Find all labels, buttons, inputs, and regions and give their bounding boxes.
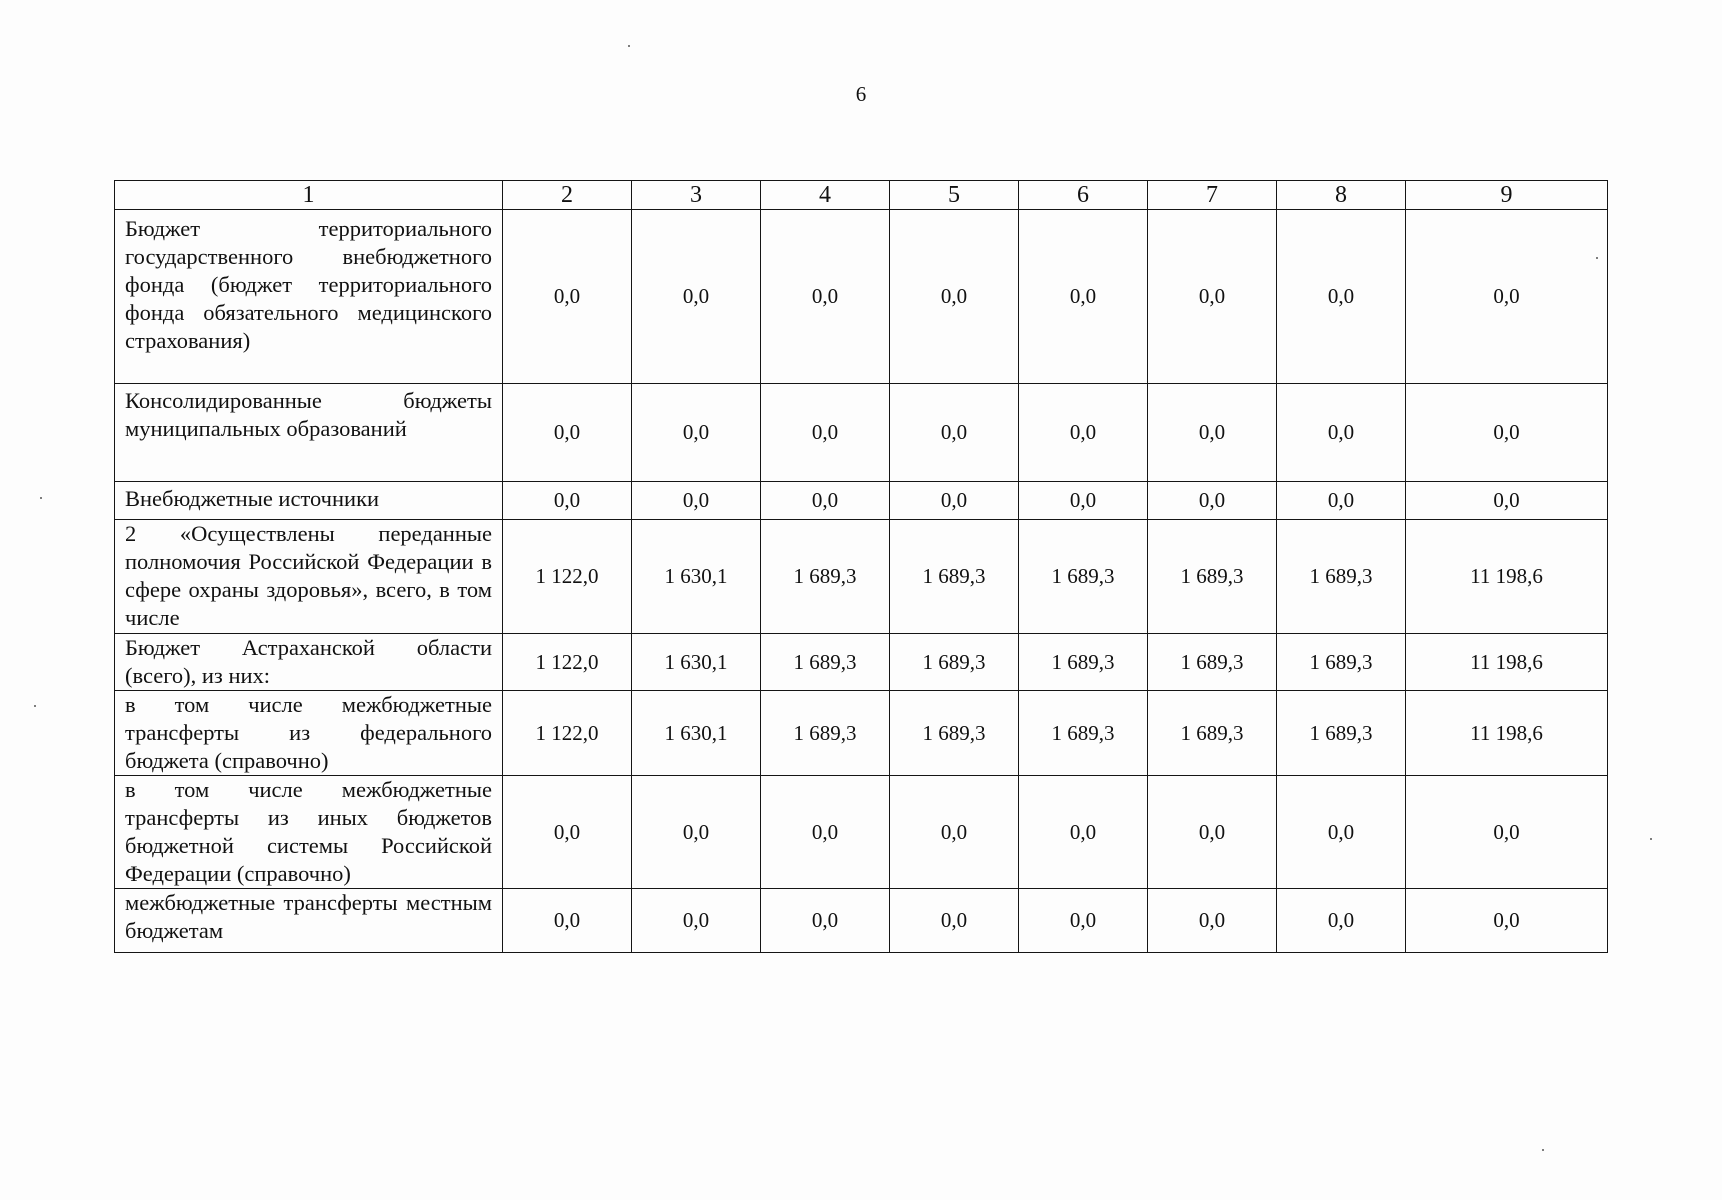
page-number: 6 bbox=[855, 82, 867, 106]
row-value: 1 689,3 bbox=[761, 691, 890, 776]
row-value: 0,0 bbox=[1406, 384, 1608, 482]
row-value: 0,0 bbox=[503, 776, 632, 889]
row-value: 1 689,3 bbox=[761, 520, 890, 634]
column-header: 5 bbox=[890, 181, 1019, 210]
row-value: 0,0 bbox=[503, 384, 632, 482]
row-label: Бюджет территориального государственного внебюджетного фонда (бюджет территориального фонда обязательного медицинского страхования) bbox=[115, 210, 503, 384]
row-value: 1 689,3 bbox=[1019, 634, 1148, 691]
table-row bbox=[115, 384, 1608, 482]
row-value: 1 689,3 bbox=[1277, 691, 1406, 776]
column-header: 2 bbox=[503, 181, 632, 210]
row-value: 1 689,3 bbox=[1148, 691, 1277, 776]
row-value: 0,0 bbox=[761, 482, 890, 520]
row-value: 0,0 bbox=[761, 384, 890, 482]
row-value: 0,0 bbox=[1148, 776, 1277, 889]
row-value: 0,0 bbox=[632, 776, 761, 889]
row-label: Бюджет Астраханской области (всего), из них: bbox=[115, 634, 503, 691]
table-row bbox=[115, 634, 1608, 691]
row-value: 1 689,3 bbox=[890, 520, 1019, 634]
row-value: 1 689,3 bbox=[761, 634, 890, 691]
row-value: 1 630,1 bbox=[632, 634, 761, 691]
row-value: 1 630,1 bbox=[632, 691, 761, 776]
row-value: 1 689,3 bbox=[1277, 634, 1406, 691]
table-row bbox=[115, 482, 1608, 520]
row-value: 0,0 bbox=[1148, 482, 1277, 520]
row-value: 1 122,0 bbox=[503, 691, 632, 776]
row-value: 0,0 bbox=[1019, 889, 1148, 953]
row-value: 0,0 bbox=[890, 482, 1019, 520]
row-value: 0,0 bbox=[761, 210, 890, 384]
row-value: 0,0 bbox=[1406, 889, 1608, 953]
row-value: 1 689,3 bbox=[890, 691, 1019, 776]
column-header: 6 bbox=[1019, 181, 1148, 210]
scan-speck bbox=[1650, 838, 1652, 840]
row-value: 1 689,3 bbox=[1019, 520, 1148, 634]
row-value: 0,0 bbox=[890, 889, 1019, 953]
column-header: 3 bbox=[632, 181, 761, 210]
row-value: 0,0 bbox=[1277, 210, 1406, 384]
column-header: 7 bbox=[1148, 181, 1277, 210]
row-value: 0,0 bbox=[632, 889, 761, 953]
row-label: в том числе межбюджетные трансферты из федерального бюджета (справочно) bbox=[115, 691, 503, 776]
row-label: Консолидированные бюджеты муниципальных образований bbox=[115, 384, 503, 482]
table-row bbox=[115, 691, 1608, 776]
row-value: 0,0 bbox=[1277, 482, 1406, 520]
row-value: 0,0 bbox=[890, 384, 1019, 482]
row-value: 0,0 bbox=[632, 482, 761, 520]
row-value: 1 689,3 bbox=[1277, 520, 1406, 634]
row-value: 0,0 bbox=[1277, 384, 1406, 482]
row-value: 0,0 bbox=[632, 384, 761, 482]
scan-speck bbox=[1596, 257, 1598, 259]
row-value: 0,0 bbox=[1406, 776, 1608, 889]
row-value: 0,0 bbox=[1148, 889, 1277, 953]
column-header: 4 bbox=[761, 181, 890, 210]
row-value: 0,0 bbox=[1148, 210, 1277, 384]
row-value: 0,0 bbox=[1277, 889, 1406, 953]
row-value: 0,0 bbox=[1277, 776, 1406, 889]
scan-speck bbox=[1542, 1149, 1544, 1151]
row-value: 1 122,0 bbox=[503, 634, 632, 691]
row-value: 1 689,3 bbox=[1019, 691, 1148, 776]
row-value: 0,0 bbox=[1019, 482, 1148, 520]
row-label: в том числе межбюджетные трансферты из иных бюджетов бюджетной системы Российской Федерации (справочно) bbox=[115, 776, 503, 889]
row-label: 2 «Осуществлены переданные полномочия Российской Федерации в сфере охраны здоровья», всего, в том числе bbox=[115, 520, 503, 634]
row-value: 0,0 bbox=[1148, 384, 1277, 482]
row-value: 1 689,3 bbox=[890, 634, 1019, 691]
row-value: 0,0 bbox=[1019, 210, 1148, 384]
table-row bbox=[115, 889, 1608, 953]
row-value: 1 689,3 bbox=[1148, 520, 1277, 634]
scan-speck bbox=[34, 705, 36, 707]
row-value: 1 122,0 bbox=[503, 520, 632, 634]
row-value: 0,0 bbox=[1019, 384, 1148, 482]
row-value: 1 689,3 bbox=[1148, 634, 1277, 691]
row-value: 0,0 bbox=[890, 210, 1019, 384]
row-label: межбюджетные трансферты местным бюджетам bbox=[115, 889, 503, 953]
row-value: 0,0 bbox=[1406, 210, 1608, 384]
row-value: 0,0 bbox=[503, 210, 632, 384]
row-value: 0,0 bbox=[890, 776, 1019, 889]
column-header: 1 bbox=[115, 181, 503, 210]
row-label: Внебюджетные источники bbox=[115, 482, 503, 520]
table-row bbox=[115, 210, 1608, 384]
budget-table bbox=[114, 180, 1608, 953]
row-value: 1 630,1 bbox=[632, 520, 761, 634]
scan-speck bbox=[628, 45, 630, 47]
row-value: 0,0 bbox=[503, 482, 632, 520]
table-header-row bbox=[115, 181, 1608, 210]
table-row bbox=[115, 520, 1608, 634]
row-value: 11 198,6 bbox=[1406, 691, 1608, 776]
row-value: 0,0 bbox=[761, 776, 890, 889]
row-value: 0,0 bbox=[1019, 776, 1148, 889]
column-header: 8 bbox=[1277, 181, 1406, 210]
table-row bbox=[115, 776, 1608, 889]
row-value: 11 198,6 bbox=[1406, 634, 1608, 691]
scan-speck bbox=[40, 497, 42, 499]
row-value: 0,0 bbox=[632, 210, 761, 384]
row-value: 0,0 bbox=[503, 889, 632, 953]
column-header: 9 bbox=[1406, 181, 1608, 210]
row-value: 11 198,6 bbox=[1406, 520, 1608, 634]
row-value: 0,0 bbox=[761, 889, 890, 953]
row-value: 0,0 bbox=[1406, 482, 1608, 520]
